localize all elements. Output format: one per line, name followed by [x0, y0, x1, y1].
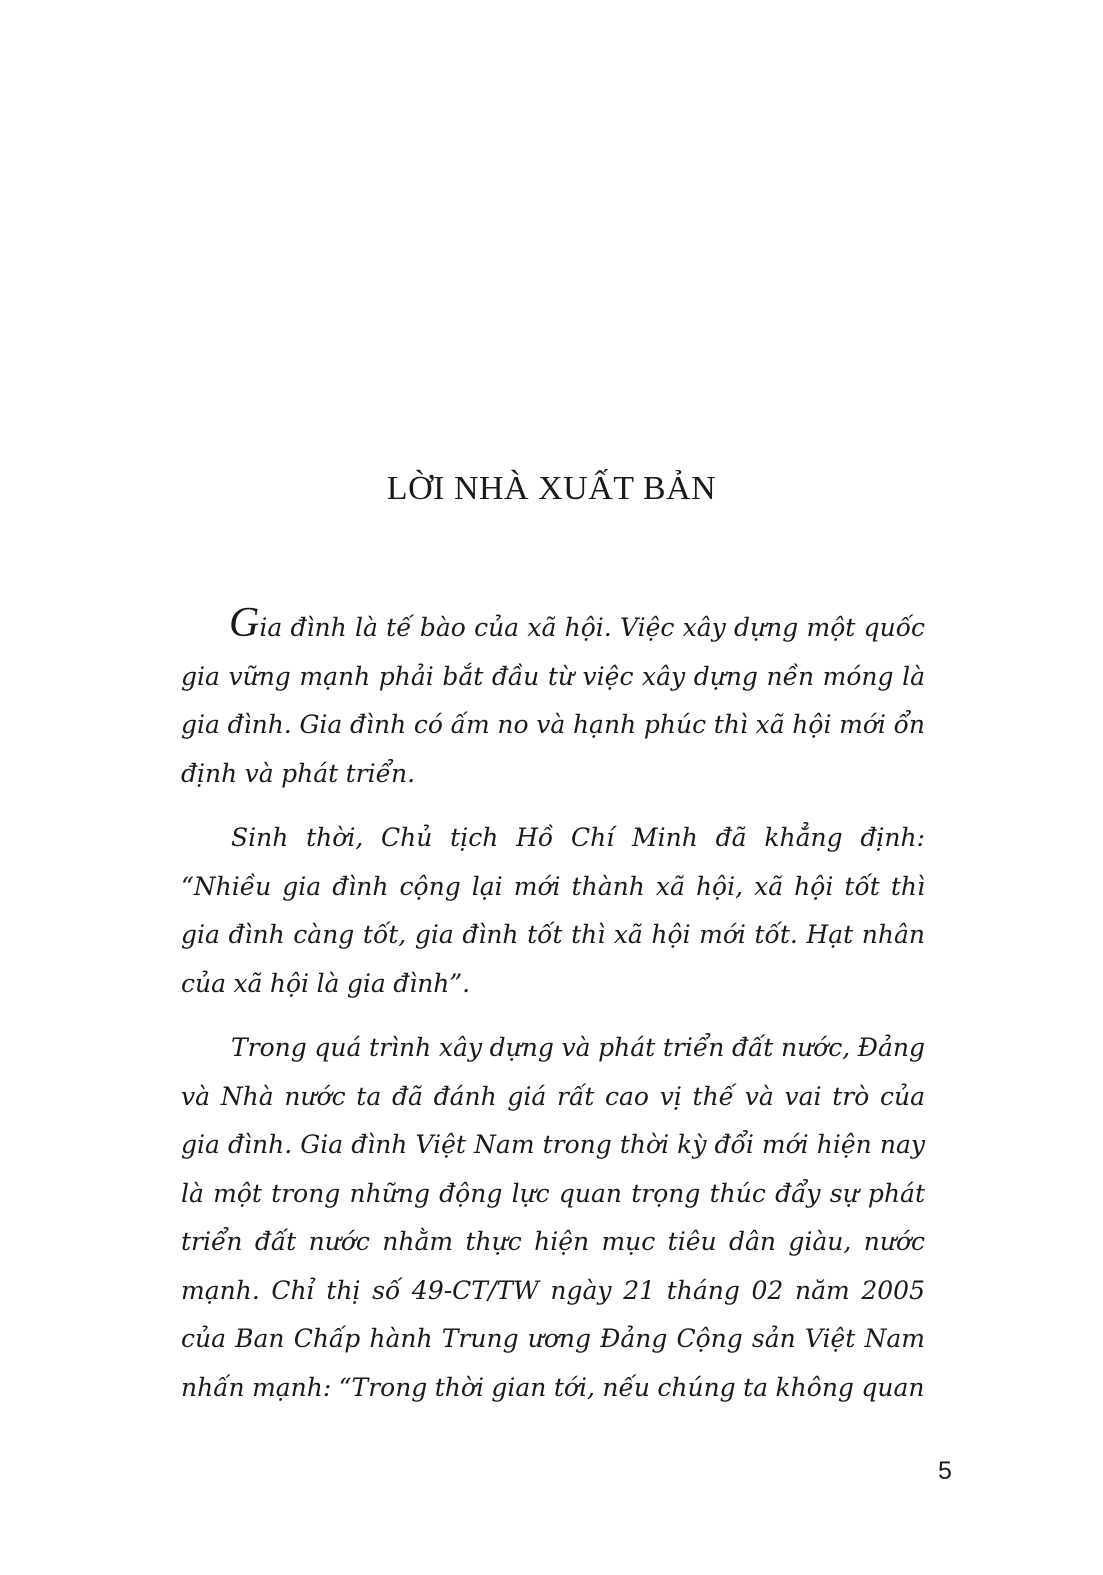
paragraph-1-text: ia đình là tế bào của xã hội. Việc xây dựng một quốc gia vững mạnh phải bắt đầu từ việc xây dựng nền móng là gia đình. Gia đình có ấm no và hạnh phúc thì xã hội mới ổn định và phát triển.: [181, 613, 925, 788]
paragraph-2: Sinh thời, Chủ tịch Hồ Chí Minh đã khẳng định: “Nhiều gia đình cộng lại mới thành xã hội, xã hội tốt thì gia đình càng tốt, gia đình tốt thì xã hội mới tốt. Hạt nhân của xã hội là gia đình”.: [181, 823, 925, 998]
drop-cap: G: [229, 600, 260, 646]
body-text: [181, 600, 925, 1428]
paragraph-1: [181, 600, 925, 798]
page-number: 5: [938, 1457, 952, 1485]
page-title: LỜI NHÀ XUẤT BẢN: [386, 470, 717, 507]
paragraph-3: Trong quá trình xây dựng và phát triển đất nước, Đảng và Nhà nước ta đã đánh giá rất cao vị thế và vai trò của gia đình. Gia đình Việt Nam trong thời kỳ đổi mới hiện nay là một trong những động lực quan trọng thúc đẩy sự phát triển đất nước nhằm thực hiện mục tiêu dân giàu, nước mạnh. Chỉ thị số 49-CT/TW ngày 21 tháng 02 năm 2005 của Ban Chấp hành Trung ương Đảng Cộng sản Việt Nam nhấn mạnh: “Trong thời gian tới, nếu chúng ta không quan: [181, 1033, 925, 1402]
